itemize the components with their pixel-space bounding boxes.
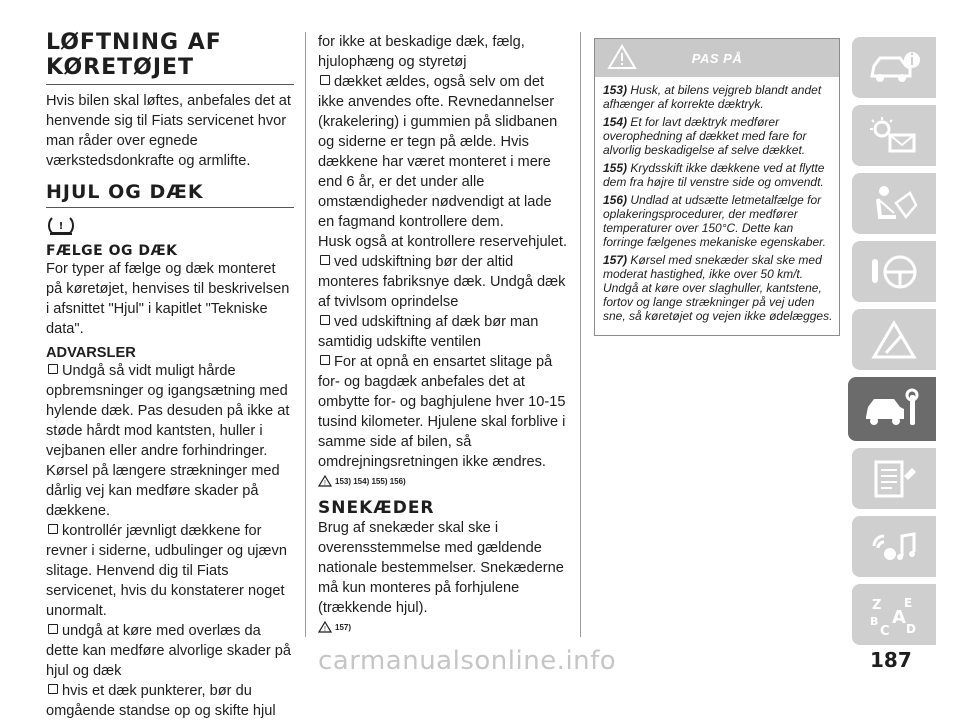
caution-item: 153) Husk, at bilens vejgreb blandt andet afhænger af korrekte dæktryk. <box>603 83 822 111</box>
page-title <box>46 30 294 80</box>
tab-technical-data[interactable] <box>852 448 936 509</box>
tab-index[interactable] <box>852 584 936 645</box>
watermark: carmanualsonline.info <box>318 646 617 676</box>
specifications-list-icon <box>866 458 922 500</box>
svg-text:!: ! <box>324 480 326 487</box>
svg-text:A: A <box>892 606 906 628</box>
svg-text:C: C <box>880 623 890 637</box>
tire-pressure-icon <box>46 214 294 241</box>
rims-tires-title: FÆLGE OG DÆK <box>46 243 178 259</box>
column-middle <box>318 32 570 644</box>
checkbox-bullet-icon <box>320 255 330 265</box>
title-line-2: KØRETØJET <box>46 55 195 80</box>
checkbox-bullet-icon <box>48 684 58 694</box>
svg-text:D: D <box>906 621 916 636</box>
checkbox-bullet-icon <box>48 364 58 374</box>
continued-text: for ikke at beskadige dæk, fælg, hjulophæng og styretøj <box>318 34 525 70</box>
tab-multimedia[interactable] <box>852 516 936 577</box>
page-number: 187 <box>870 648 912 672</box>
svg-text:B: B <box>870 614 879 628</box>
section-title: HJUL OG DÆK <box>46 181 204 203</box>
snow-chains-title: SNEKÆDER <box>318 498 435 518</box>
bullet-item: Undgå så vidt muligt hårde opbremsninger og igangsætning med hylende dæk. Pas desuden på ikke at støde hårdt mod kantsten, huller i vejbanen eller andre forhindringer. Kørsel på længere strækninger med dårlig vej kan medføre skader på dækkene. <box>46 363 290 519</box>
title-line-1: LØFTNING AF <box>46 30 222 55</box>
tab-emergency[interactable] <box>852 309 936 370</box>
rims-tires-text: For typer af fælge og dæk monteret på køretøjet, henvises til beskrivelsen i afsnittet "Hjul" i kapitlet "Tekniske data". <box>46 261 290 337</box>
checkbox-bullet-icon <box>48 524 58 534</box>
section-rule <box>46 207 294 208</box>
snow-chains-text: Brug af snekæder skal ske i overensstemmelse med gældende nationale bestemmelser. Snekæderne må kun monteres på forhjulene (trækkende hjul). <box>318 520 564 616</box>
bullet-item: dækket ældes, også selv om det ikke anvendes ofte. Revnedannelser (krakelering) i gummien på slidbanen og siderne er tegn på ælde. Hvis dækkene har været monteret i mere end 6 år, er det under alle omstændigheder nødvendigt at lade en fagmand kontrollere dem. <box>318 74 558 230</box>
tab-driving[interactable] <box>852 241 936 302</box>
tab-maintenance[interactable] <box>848 377 936 441</box>
checkbox-bullet-icon <box>320 355 330 365</box>
caution-header <box>595 39 839 77</box>
caution-item: 157) Kørsel med snekæder skal ske med moderat hastighed, ikke over 50 km/t. Undgå at køre over slaghuller, kantstene, fortov og lange strækninger på vej uden sne, så køretøjet og vejen ikke ødelægges. <box>603 253 833 323</box>
caution-box <box>594 38 840 336</box>
column-divider <box>305 32 306 637</box>
caution-triangle-icon <box>607 44 637 70</box>
checkbox-bullet-icon <box>320 75 330 85</box>
multimedia-icon <box>866 526 922 568</box>
bullet-item: For at opnå en ensartet slitage på for- og bagdæk anbefales det at ombytte for- og baghjulene hver 10-15 tusind kilometer. Hjulene skal forblive i samme side af bilen, så omdrejningsretningen ikke ændres. <box>318 354 566 470</box>
caution-item: 154) Et for lavt dæktryk medfører overophedning af dækket med fare for alvorlig beskadigelse af selve dækket. <box>603 115 807 157</box>
bullet-item: hvis et dæk punkterer, bør du omgående standse op og skifte hjul <box>46 683 276 719</box>
warning-reference: ! 153) 154) 155) 156) <box>318 474 570 492</box>
warning-lights-icon <box>866 115 922 157</box>
svg-text:E: E <box>904 595 913 610</box>
chapter-tabs <box>852 37 938 652</box>
column-divider <box>580 32 581 637</box>
car-info-icon <box>866 48 922 88</box>
warning-triangle-icon <box>318 621 332 633</box>
tab-car-info[interactable] <box>852 37 936 98</box>
bullet-item: kontrollér jævnligt dækkene for revner i siderne, udbulinger og ujævn slitage. Henvend dig til Fiats servicenet, hvis du konstaterer noget unormalt. <box>46 523 287 619</box>
caution-item: 156) Undlad at udsætte letmetalfælge for oplakeringsprocedurer, der medfører temperaturer over 150°C. Dette kan forringe fælgenes mekaniske egenskaber. <box>603 193 827 249</box>
tab-warning-lights[interactable] <box>852 105 936 166</box>
road-warning-icon <box>866 319 922 361</box>
svg-text:Z: Z <box>872 597 882 613</box>
column-right <box>594 38 840 336</box>
caution-item: 155) Krydsskift ikke dækkene ved at flytte dem fra højre til venstre side og omvendt. <box>603 161 825 189</box>
spare-wheel-text: Husk også at kontrollere reservehjulet. <box>318 234 568 250</box>
svg-text:!: ! <box>324 626 326 633</box>
index-letters-icon <box>866 593 922 637</box>
caution-title: PAS PÅ <box>691 50 743 66</box>
seat-safety-icon <box>866 183 922 225</box>
bullet-item: undgå at køre med overlæs da dette kan medføre alvorlige skader på hjul og dæk <box>46 623 291 679</box>
svg-text:!: ! <box>58 221 64 232</box>
bullet-item: ved udskiftning bør der altid monteres fabriksnye dæk. Undgå dæk af tvivlsom oprindelse <box>318 254 566 310</box>
caution-body <box>595 77 839 335</box>
checkbox-bullet-icon <box>320 315 330 325</box>
bullet-item: ved udskiftning af dæk bør man samtidig udskifte ventilen <box>318 314 539 350</box>
tab-safety[interactable] <box>852 173 936 234</box>
column-left <box>46 30 294 721</box>
steering-wheel-icon <box>866 251 922 293</box>
lifting-intro: Hvis bilen skal løftes, anbefales det at henvende sig til Fiats servicenet hvor man råder over egnede værkstedsdonkrafte og armlifte. <box>46 93 291 169</box>
warnings-title: ADVARSLER <box>46 345 136 361</box>
car-maintenance-icon <box>862 387 922 431</box>
warning-triangle-icon <box>318 475 332 487</box>
warning-reference: ! 157) <box>318 620 570 638</box>
title-rule <box>46 84 294 85</box>
checkbox-bullet-icon <box>48 624 58 634</box>
